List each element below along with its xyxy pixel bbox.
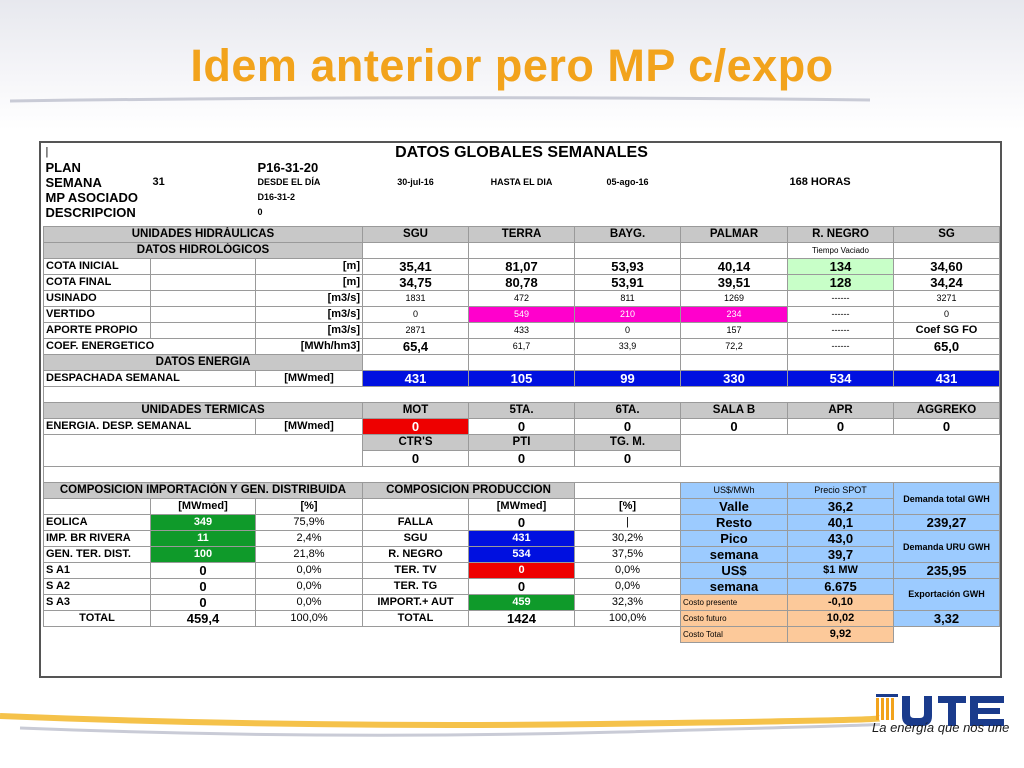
prod-pct: 32,3% — [575, 595, 681, 611]
table-row — [44, 323, 1000, 339]
cell: 431 — [363, 371, 469, 387]
table-row — [44, 579, 1000, 595]
tiempo-vaciado-label: Tiempo Vaciado — [788, 243, 894, 259]
composition-units-row — [44, 499, 1000, 515]
import-mw: 0 — [151, 563, 256, 579]
demanda-total-label: Demanda total GWH — [894, 483, 1000, 515]
cell: 0 — [575, 419, 681, 435]
prod-mw: 0 — [469, 579, 575, 595]
datos-energia-label: DATOS ENERGIA — [44, 355, 363, 371]
row-label: COTA INICIAL — [44, 259, 151, 275]
import-pct: 2,4% — [256, 531, 363, 547]
cell: 210 — [575, 307, 681, 323]
ute-logo — [872, 678, 1012, 748]
col-sgu: SGU — [363, 227, 469, 243]
cell: 234 — [681, 307, 788, 323]
cell: 65,0 — [894, 339, 1000, 355]
prod-label: IMPORT.+ AUT — [363, 595, 469, 611]
cell: 549 — [469, 307, 575, 323]
import-label: IMP. BR RIVERA — [44, 531, 151, 547]
thermal-header-row — [44, 403, 1000, 419]
import-label: S A3 — [44, 595, 151, 611]
prod-label: FALLA — [363, 515, 469, 531]
import-mw: 0 — [151, 595, 256, 611]
spot-value: 6.675 — [788, 579, 894, 595]
desde-value: 30-jul-16 — [397, 177, 434, 187]
prod-title: COMPOSICION PRODUCCION — [363, 483, 575, 499]
plan-label: PLAN — [45, 160, 81, 175]
cell: ------ — [788, 307, 894, 323]
spot-label: Valle — [681, 499, 788, 515]
descripcion-row — [44, 205, 1000, 220]
row-label: COEF. ENERGETICO — [44, 339, 256, 355]
col-mot: MOT — [363, 403, 469, 419]
plan-value: P16-31-20 — [257, 160, 319, 175]
spot-value: 39,7 — [788, 547, 894, 563]
cell: 34,60 — [894, 259, 1000, 275]
demanda-uru-label: Demanda URU GWH — [894, 531, 1000, 563]
table-row — [44, 595, 1000, 611]
cost-label: Costo presente — [681, 595, 788, 611]
cell: 1831 — [363, 291, 469, 307]
col-tg-m: TG. M. — [575, 435, 681, 451]
col-palmar: PALMAR — [681, 227, 788, 243]
cell: 1269 — [681, 291, 788, 307]
cell: 3271 — [894, 291, 1000, 307]
cell: 433 — [469, 323, 575, 339]
table-row — [44, 531, 1000, 547]
cell: 0 — [681, 419, 788, 435]
prod-label: SGU — [363, 531, 469, 547]
prod-label: TER. TG — [363, 579, 469, 595]
total-row — [44, 611, 1000, 627]
import-pct: 0,0% — [256, 579, 363, 595]
cell: 61,7 — [469, 339, 575, 355]
import-label: EOLICA — [44, 515, 151, 531]
cell: 65,4 — [363, 339, 469, 355]
composition-header-row — [44, 483, 1000, 499]
row-unit: [MWmed] — [256, 371, 363, 387]
table-row — [44, 259, 1000, 275]
prod-pct: 37,5% — [575, 547, 681, 563]
prod-total-pct: 100,0% — [575, 611, 681, 627]
cell: 34,75 — [363, 275, 469, 291]
cell: 431 — [894, 371, 1000, 387]
cell: 330 — [681, 371, 788, 387]
import-mw: 100 — [151, 547, 256, 563]
precio-spot-label: Precio SPOT — [788, 483, 894, 499]
col-rnegro: R. NEGRO — [788, 227, 894, 243]
logo-tagline: La energía que nos une — [872, 720, 1010, 735]
col-apr: APR — [788, 403, 894, 419]
cell: 0 — [894, 419, 1000, 435]
hydro-title: UNIDADES HIDRÁULICAS — [44, 227, 363, 243]
sheet-title: DATOS GLOBALES SEMANALES — [395, 145, 648, 160]
unit-label: [%] — [575, 499, 681, 515]
table-row — [44, 339, 1000, 355]
cell: 53,91 — [575, 275, 681, 291]
spot-value: 36,2 — [788, 499, 894, 515]
cell: 534 — [788, 371, 894, 387]
cell: 0 — [469, 419, 575, 435]
spot-label: semana — [681, 579, 788, 595]
cost-label: Costo Total — [681, 627, 788, 643]
cell: 2871 — [363, 323, 469, 339]
table-row — [44, 275, 1000, 291]
prod-mw: 0 — [469, 515, 575, 531]
hydro-header-row — [44, 227, 1000, 243]
usd-mwh-label: US$/MWh — [681, 483, 788, 499]
row-unit: [m3/s] — [256, 307, 363, 323]
cell: 0 — [575, 323, 681, 339]
horas-value: 168 — [789, 176, 808, 188]
table-row — [44, 515, 1000, 531]
datos-energia-row — [44, 355, 1000, 371]
col-terra: TERRA — [469, 227, 575, 243]
cell: 0 — [575, 451, 681, 467]
cell: 80,78 — [469, 275, 575, 291]
weekly-data-table — [43, 145, 1000, 643]
table-row — [44, 307, 1000, 323]
row-label: DESPACHADA SEMANAL — [44, 371, 256, 387]
cell: 134 — [788, 259, 894, 275]
prod-total-label: TOTAL — [363, 611, 469, 627]
title-underline — [10, 95, 870, 105]
import-total-label: TOTAL — [44, 611, 151, 627]
col-5ta: 5TA. — [469, 403, 575, 419]
cell: Coef SG FO — [894, 323, 1000, 339]
cell: 0 — [469, 451, 575, 467]
cursor-mark: | — [45, 146, 49, 158]
plan-row — [44, 160, 1000, 175]
table-row — [44, 563, 1000, 579]
cost-label: Costo futuro — [681, 611, 788, 627]
cell: 0 — [788, 419, 894, 435]
import-label: S A2 — [44, 579, 151, 595]
row-unit: [MWh/hm3] — [256, 339, 363, 355]
cell: 35,41 — [363, 259, 469, 275]
col-sg: SG — [894, 227, 1000, 243]
cost-value: 9,92 — [788, 627, 894, 643]
col-aggreko: AGGREKO — [894, 403, 1000, 419]
col-pti: PTI — [469, 435, 575, 451]
prod-pct: 0,0% — [575, 563, 681, 579]
datos-hidrologicos-label: DATOS HIDROLÓGICOS — [44, 243, 363, 259]
col-6ta: 6TA. — [575, 403, 681, 419]
cost-value: -0,10 — [788, 595, 894, 611]
unit-label: [%] — [256, 499, 363, 515]
import-label: GEN. TER. DIST. — [44, 547, 151, 563]
despachada-row — [44, 371, 1000, 387]
import-mw: 0 — [151, 579, 256, 595]
slide-title: Idem anterior pero MP c/expo — [190, 40, 834, 91]
horas-label: HORAS — [810, 176, 851, 188]
prod-mw: 431 — [469, 531, 575, 547]
hasta-label: HASTA EL DIA — [490, 177, 553, 187]
cell: 33,9 — [575, 339, 681, 355]
spot-value: 40,1 — [788, 515, 894, 531]
data-sheet — [39, 141, 1002, 678]
prod-total-mw: 1424 — [469, 611, 575, 627]
spot-label: Pico — [681, 531, 788, 547]
row-label: ENERGIA. DESP. SEMANAL — [44, 419, 256, 435]
cell: 157 — [681, 323, 788, 339]
cell: 40,14 — [681, 259, 788, 275]
cell: 39,51 — [681, 275, 788, 291]
prod-label: R. NEGRO — [363, 547, 469, 563]
spot-label: semana — [681, 547, 788, 563]
spot-label: US$ — [681, 563, 788, 579]
descripcion-label: DESCRIPCION — [45, 205, 136, 220]
table-row — [44, 547, 1000, 563]
col-bayg: BAYG. — [575, 227, 681, 243]
hasta-value: 05-ago-16 — [606, 177, 649, 187]
descripcion-value: 0 — [257, 207, 263, 217]
prod-pct: 0,0% — [575, 579, 681, 595]
import-total-mw: 459,4 — [151, 611, 256, 627]
semana-row — [44, 175, 1000, 190]
cell: 0 — [363, 307, 469, 323]
cell: 53,93 — [575, 259, 681, 275]
cell: ------ — [788, 323, 894, 339]
thermal-title: UNIDADES TERMICAS — [44, 403, 363, 419]
row-label: VERTIDO — [44, 307, 151, 323]
import-pct: 0,0% — [256, 595, 363, 611]
datos-hidrologicos-row — [44, 243, 1000, 259]
import-title: COMPOSICION IMPORTACIÓN Y GEN. DISTRIBUIDA — [44, 483, 363, 499]
table-row — [44, 291, 1000, 307]
spot-value: 43,0 — [788, 531, 894, 547]
spot-value: $1 MW — [788, 563, 894, 579]
cell: 128 — [788, 275, 894, 291]
cell: 81,07 — [469, 259, 575, 275]
prod-mw: 0 — [469, 563, 575, 579]
col-sala-b: SALA B — [681, 403, 788, 419]
bottom-swoosh — [0, 688, 880, 768]
semana-label: SEMANA — [45, 175, 102, 190]
row-unit: [m] — [256, 275, 363, 291]
import-pct: 21,8% — [256, 547, 363, 563]
import-pct: 75,9% — [256, 515, 363, 531]
cell: 472 — [469, 291, 575, 307]
mp-label: MP ASOCIADO — [45, 190, 138, 205]
import-pct: 0,0% — [256, 563, 363, 579]
cell: 0 — [363, 451, 469, 467]
unit-label: [MWmed] — [469, 499, 575, 515]
semana-value: 31 — [152, 176, 165, 188]
cost-value: 10,02 — [788, 611, 894, 627]
unit-label: [MWmed] — [151, 499, 256, 515]
thermal-header-row-2 — [44, 435, 1000, 451]
row-label: COTA FINAL — [44, 275, 151, 291]
spot-label: Resto — [681, 515, 788, 531]
cell: 811 — [575, 291, 681, 307]
thermal-energia-row — [44, 419, 1000, 435]
row-label: APORTE PROPIO — [44, 323, 151, 339]
import-mw: 11 — [151, 531, 256, 547]
prod-mw: 534 — [469, 547, 575, 563]
exportacion-value: 3,32 — [894, 611, 1000, 627]
demanda-total-value: 239,27 — [894, 515, 1000, 531]
exportacion-label: Exportación GWH — [894, 579, 1000, 611]
import-mw: 349 — [151, 515, 256, 531]
cell: 0 — [894, 307, 1000, 323]
cell: 72,2 — [681, 339, 788, 355]
demanda-uru-value: 235,95 — [894, 563, 1000, 579]
desde-label: DESDE EL DÍA — [257, 177, 321, 187]
row-unit: [MWmed] — [256, 419, 363, 435]
cell: 34,24 — [894, 275, 1000, 291]
row-label: USINADO — [44, 291, 151, 307]
col-ctrs: CTR'S — [363, 435, 469, 451]
mp-row — [44, 190, 1000, 205]
cost-total-row — [44, 627, 1000, 643]
cell: 105 — [469, 371, 575, 387]
row-unit: [m] — [256, 259, 363, 275]
cell: ------ — [788, 291, 894, 307]
prod-pct: 30,2% — [575, 531, 681, 547]
cell: 99 — [575, 371, 681, 387]
prod-mw: 459 — [469, 595, 575, 611]
prod-pct: | — [575, 515, 681, 531]
cell: 0 — [363, 419, 469, 435]
import-label: S A1 — [44, 563, 151, 579]
sheet-title-row — [44, 145, 1000, 160]
prod-label: TER. TV — [363, 563, 469, 579]
mp-value: D16-31-2 — [257, 192, 296, 202]
import-total-pct: 100,0% — [256, 611, 363, 627]
cell: ------ — [788, 339, 894, 355]
row-unit: [m3/s] — [256, 323, 363, 339]
row-unit: [m3/s] — [256, 291, 363, 307]
